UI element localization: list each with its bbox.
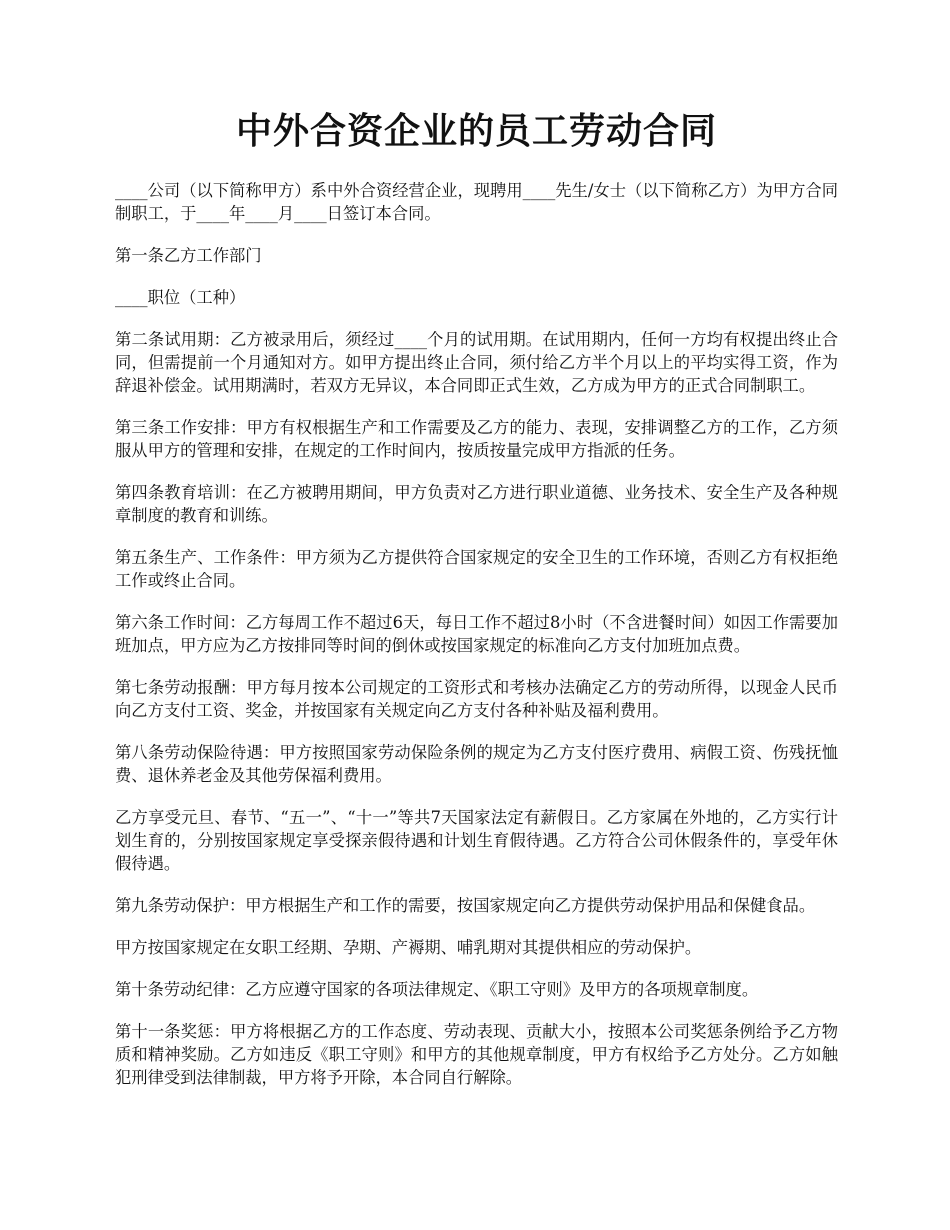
paragraph-female-protection: 甲方按国家规定在女职工经期、孕期、产褥期、哺乳期对其提供相应的劳动保护。: [115, 938, 702, 958]
paragraph-holidays: 乙方享受元旦、春节、“五一”、“十一”等共7天国家法定有薪假日。乙方家属在外地的，乙方实行计划生育的，分别按国家规定享受探亲假待遇和计划生育假待遇。乙方符合公司休假条件的，享受年休假待遇。: [115, 808, 838, 874]
paragraph-article-11: 第十一条奖惩：甲方将根据乙方的工作态度、劳动表现、贡献大小，按照本公司奖惩条例给予乙方物质和精神奖励。乙方如违反《职工守则》和甲方的其他规章制度，甲方有权给予乙方处分。乙方如触犯刑律受到法律制裁，甲方将予开除，本合同自行解除。: [115, 1022, 838, 1088]
paragraph-article-4: 第四条教育培训：在乙方被聘用期间，甲方负责对乙方进行职业道德、业务技术、安全生产及各种规章制度的教育和训练。: [115, 483, 838, 526]
paragraph-article-5: 第五条生产、工作条件：甲方须为乙方提供符合国家规定的安全卫生的工作环境，否则乙方有权拒绝工作或终止合同。: [115, 548, 838, 591]
paragraph-article-8: 第八条劳动保险待遇：甲方按照国家劳动保险条例的规定为乙方支付医疗费用、病假工资、伤残抚恤费、退休养老金及其他劳保福利费用。: [115, 743, 838, 786]
paragraph-article-9: 第九条劳动保护：甲方根据生产和工作的需要，按国家规定向乙方提供劳动保护用品和保健食品。: [115, 896, 816, 916]
paragraph-article-3: 第三条工作安排：甲方有权根据生产和工作需要及乙方的能力、表现，安排调整乙方的工作，乙方须服从甲方的管理和安排，在规定的工作时间内，按质按量完成甲方指派的任务。: [115, 418, 838, 461]
paragraph-article-1: 第一条乙方工作部门: [115, 246, 262, 266]
paragraph-article-2: 第二条试用期：乙方被录用后，须经过____个月的试用期。在试用期内，任何一方均有权提出终止合同，但需提前一个月通知对方。如甲方提出终止合同，须付给乙方半个月以上的平均实得工资，作为辞退补偿金。试用期满时，若双方无异议，本合同即正式生效，乙方成为甲方的正式合同制职工。: [115, 330, 838, 396]
paragraph-article-7: 第七条劳动报酬：甲方每月按本公司规定的工资形式和考核办法确定乙方的劳动所得，以现金人民币向乙方支付工资、奖金，并按国家有关规定向乙方支付各种补贴及福利费用。: [115, 678, 838, 721]
paragraph-position: ____职位（工种）: [115, 288, 246, 308]
paragraph-preamble: ____公司（以下简称甲方）系中外合资经营企业，现聘用____先生/女士（以下简称乙方）为甲方合同制职工，于____年____月____日签订本合同。: [115, 181, 838, 224]
paragraph-article-10: 第十条劳动纪律：乙方应遵守国家的各项法律规定、《职工守则》及甲方的各项规章制度。: [115, 980, 759, 1000]
document-title: 中外合资企业的员工劳动合同: [235, 110, 717, 152]
paragraph-article-6: 第六条工作时间：乙方每周工作不超过6天，每日工作不超过8小时（不含进餐时间）如因工作需要加班加点，甲方应为乙方按排同等时间的倒休或按国家规定的标准向乙方支付加班加点费。: [115, 613, 838, 656]
